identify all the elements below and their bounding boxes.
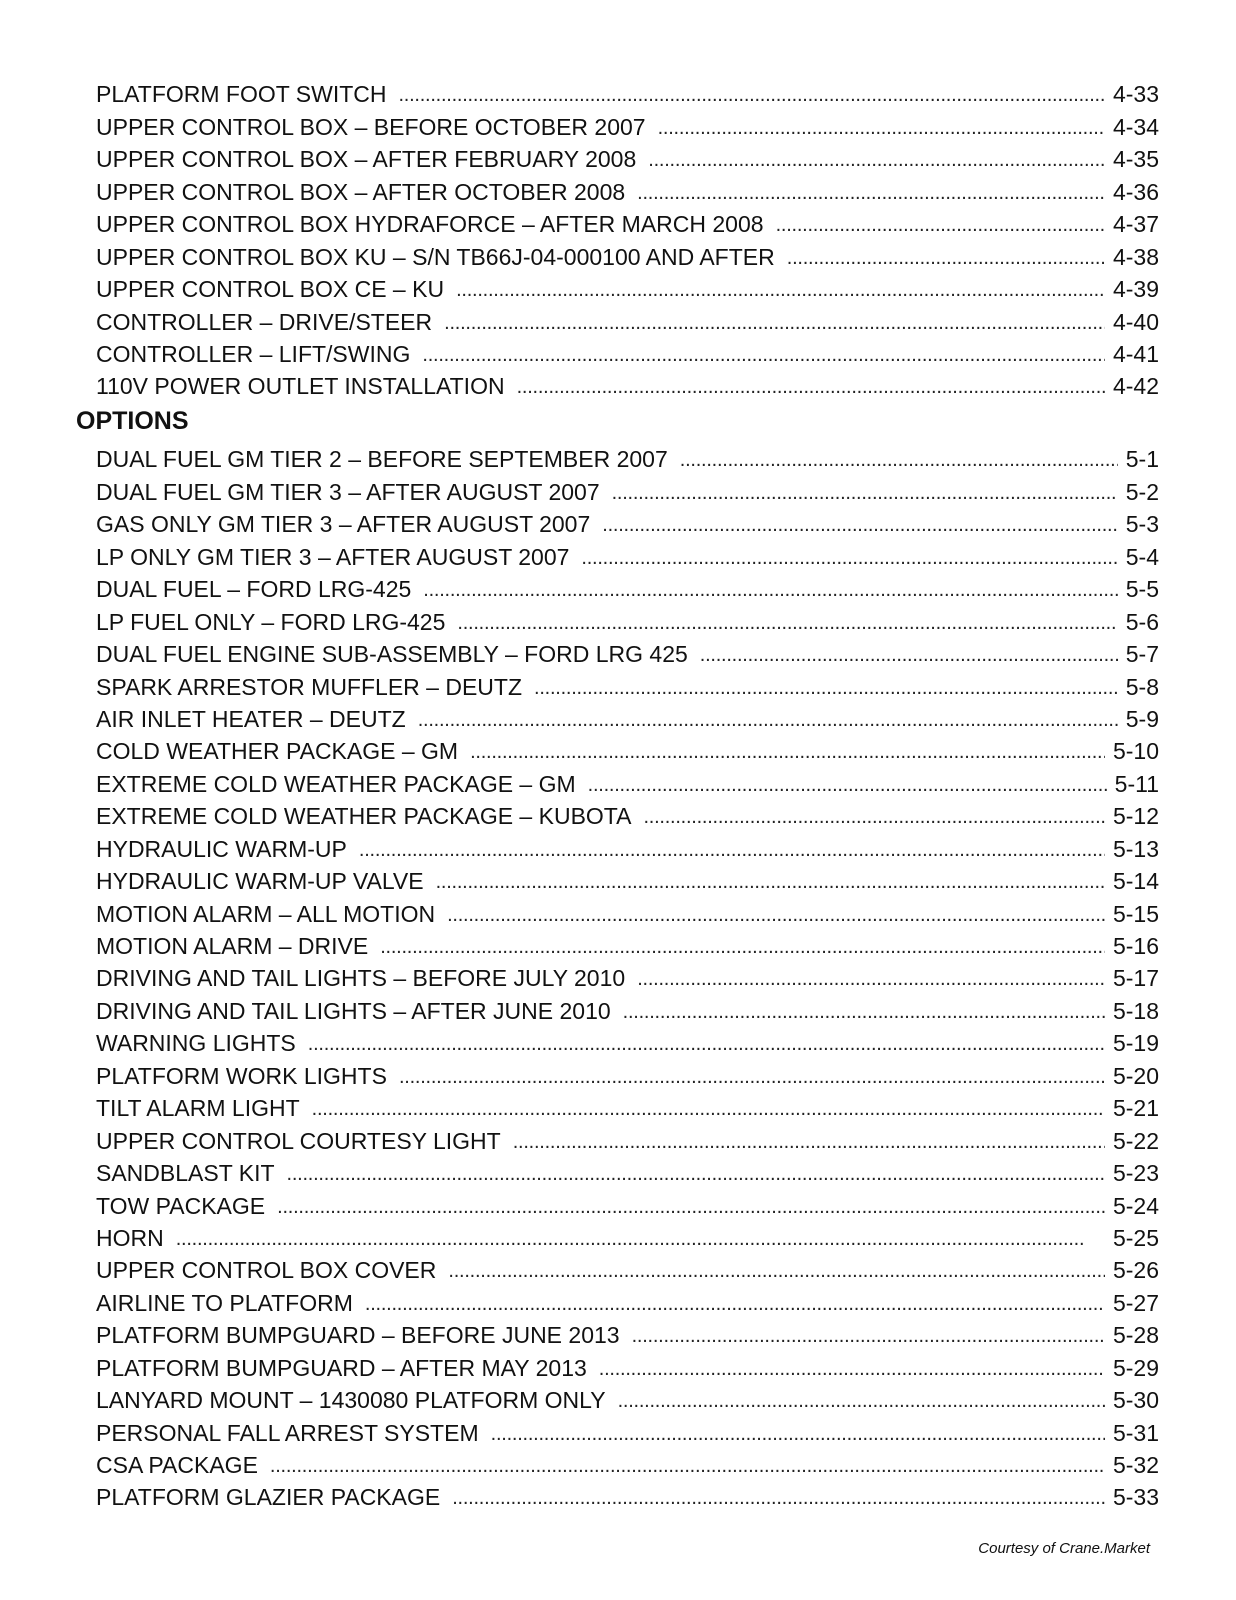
toc-entry[interactable] bbox=[96, 765, 1159, 797]
toc-entry-page-number: 5-2 bbox=[1125, 478, 1159, 505]
toc-entry-title: UPPER CONTROL BOX – AFTER FEBRUARY 2008 bbox=[96, 146, 637, 173]
toc-entry[interactable] bbox=[96, 1090, 1159, 1122]
dot-leader bbox=[422, 342, 1105, 368]
toc-entry-title: PLATFORM BUMPGUARD – AFTER MAY 2013 bbox=[96, 1354, 587, 1381]
toc-entry-title: PLATFORM WORK LIGHTS bbox=[96, 1062, 387, 1089]
toc-entry[interactable] bbox=[96, 1317, 1159, 1349]
dot-leader bbox=[491, 1421, 1105, 1447]
toc-entry[interactable] bbox=[96, 238, 1159, 270]
toc-entry-page-number: 4-35 bbox=[1112, 146, 1159, 173]
toc-entry-title: SANDBLAST KIT bbox=[96, 1160, 275, 1187]
toc-entry-title: LP FUEL ONLY – FORD LRG-425 bbox=[96, 608, 446, 635]
toc-entry-page-number: 5-7 bbox=[1125, 641, 1159, 668]
dot-leader bbox=[287, 1161, 1105, 1187]
toc-entry-title: DUAL FUEL GM TIER 2 – BEFORE SEPTEMBER 2007 bbox=[96, 446, 668, 473]
dot-leader bbox=[517, 374, 1105, 400]
dot-leader bbox=[176, 1226, 1105, 1252]
toc-entry-title: LP ONLY GM TIER 3 – AFTER AUGUST 2007 bbox=[96, 543, 570, 570]
toc-entry[interactable] bbox=[96, 960, 1159, 992]
dot-leader bbox=[365, 1291, 1105, 1317]
toc-entry-page-number: 5-26 bbox=[1112, 1257, 1159, 1284]
toc-entry[interactable] bbox=[96, 1220, 1159, 1252]
toc-entry-title: UPPER CONTROL BOX – AFTER OCTOBER 2008 bbox=[96, 178, 626, 205]
toc-entry[interactable] bbox=[96, 368, 1159, 400]
toc-entry[interactable] bbox=[96, 1382, 1159, 1414]
dot-leader bbox=[270, 1453, 1105, 1479]
toc-entry[interactable] bbox=[96, 441, 1159, 473]
toc-entry[interactable] bbox=[96, 76, 1159, 108]
dot-leader bbox=[359, 837, 1105, 863]
dot-leader bbox=[623, 999, 1105, 1025]
toc-entry-page-number: 5-8 bbox=[1125, 673, 1159, 700]
toc-entry-title: CSA PACKAGE bbox=[96, 1452, 258, 1478]
dot-leader bbox=[436, 869, 1105, 895]
toc-entry-page-number: 5-10 bbox=[1112, 738, 1159, 765]
dot-leader bbox=[308, 1031, 1105, 1057]
toc-entry[interactable] bbox=[96, 108, 1159, 140]
toc-entry-title: HYDRAULIC WARM-UP bbox=[96, 835, 347, 862]
toc-entry[interactable] bbox=[96, 1414, 1159, 1446]
toc-entry[interactable] bbox=[96, 668, 1159, 700]
dot-leader bbox=[418, 707, 1118, 733]
toc-entry-title: HYDRAULIC WARM-UP VALVE bbox=[96, 868, 424, 895]
toc-entry-title: DUAL FUEL GM TIER 3 – AFTER AUGUST 2007 bbox=[96, 478, 600, 505]
toc-entry-title: EXTREME COLD WEATHER PACKAGE – GM bbox=[96, 770, 576, 797]
toc-entry[interactable] bbox=[96, 271, 1159, 303]
toc-entry-page-number: 5-16 bbox=[1112, 933, 1159, 959]
dot-leader bbox=[380, 934, 1105, 960]
dot-leader bbox=[637, 180, 1105, 206]
toc-entry-page-number: 5-18 bbox=[1112, 997, 1159, 1024]
options-heading: OPTIONS bbox=[76, 407, 189, 435]
dot-leader bbox=[637, 966, 1105, 992]
dot-leader bbox=[632, 1323, 1105, 1349]
toc-entry[interactable] bbox=[96, 1122, 1159, 1154]
toc-entry-title: PERSONAL FALL ARREST SYSTEM bbox=[96, 1419, 479, 1446]
toc-entry-title: UPPER CONTROL BOX – BEFORE OCTOBER 2007 bbox=[96, 113, 646, 140]
toc-entry[interactable] bbox=[96, 1447, 1159, 1479]
dot-leader bbox=[456, 277, 1105, 303]
toc-entry-title: GAS ONLY GM TIER 3 – AFTER AUGUST 2007 bbox=[96, 511, 591, 538]
toc-entry-page-number: 5-24 bbox=[1112, 1192, 1159, 1219]
toc-entry[interactable] bbox=[96, 798, 1159, 830]
dot-leader bbox=[602, 512, 1117, 538]
toc-entry-page-number: 5-20 bbox=[1112, 1062, 1159, 1089]
toc-entry-title: UPPER CONTROL BOX COVER bbox=[96, 1257, 437, 1284]
toc-entry-title: WARNING LIGHTS bbox=[96, 1030, 296, 1057]
dot-leader bbox=[648, 147, 1105, 173]
toc-entry-title: TILT ALARM LIGHT bbox=[96, 1095, 300, 1122]
toc-entry-title: PLATFORM FOOT SWITCH bbox=[96, 81, 387, 108]
toc-entry-page-number: 4-42 bbox=[1112, 373, 1159, 400]
dot-leader bbox=[277, 1194, 1105, 1220]
toc-entry-page-number: 5-33 bbox=[1112, 1484, 1159, 1511]
toc-entry-title: AIRLINE TO PLATFORM bbox=[96, 1289, 353, 1316]
toc-entry-page-number: 5-1 bbox=[1125, 446, 1159, 473]
toc-entry-title: PLATFORM BUMPGUARD – BEFORE JUNE 2013 bbox=[96, 1322, 620, 1349]
toc-entry-page-number: 5-15 bbox=[1112, 900, 1159, 927]
toc-entry-title: MOTION ALARM – ALL MOTION bbox=[96, 900, 436, 927]
toc-entry-page-number: 5-5 bbox=[1125, 576, 1159, 603]
toc-entry-title: DRIVING AND TAIL LIGHTS – BEFORE JULY 2010 bbox=[96, 965, 626, 992]
toc-entry-title: HORN bbox=[96, 1224, 164, 1251]
dot-leader bbox=[312, 1096, 1105, 1122]
toc-entry-page-number: 5-27 bbox=[1112, 1289, 1159, 1316]
toc-entry[interactable] bbox=[96, 1187, 1159, 1219]
toc-entry[interactable] bbox=[96, 538, 1159, 570]
toc-entry-title: UPPER CONTROL BOX KU – S/N TB66J-04-000100 AND AFTER bbox=[96, 243, 775, 270]
toc-entry-page-number: 5-21 bbox=[1112, 1095, 1159, 1122]
toc-entry-page-number: 5-6 bbox=[1125, 608, 1159, 635]
toc-entry-page-number: 5-28 bbox=[1112, 1322, 1159, 1349]
dot-leader bbox=[470, 739, 1105, 765]
toc-entry-title: CONTROLLER – LIFT/SWING bbox=[96, 340, 411, 367]
toc-entry[interactable] bbox=[96, 571, 1159, 603]
toc-entry[interactable] bbox=[96, 863, 1159, 895]
toc-entry[interactable] bbox=[96, 1057, 1159, 1089]
toc-entry-page-number: 4-40 bbox=[1112, 308, 1159, 335]
dot-leader bbox=[581, 545, 1117, 571]
toc-entry-page-number: 5-25 bbox=[1112, 1224, 1159, 1251]
dot-leader bbox=[513, 1129, 1105, 1155]
toc-entry[interactable] bbox=[96, 895, 1159, 927]
toc-entry-page-number: 5-13 bbox=[1112, 835, 1159, 862]
toc-entry-page-number: 4-38 bbox=[1112, 243, 1159, 270]
toc-entry[interactable] bbox=[96, 206, 1159, 238]
toc-entry[interactable] bbox=[96, 336, 1159, 368]
footer-credit: Courtesy of Crane.Market bbox=[978, 1540, 1150, 1557]
toc-entry-page-number: 4-37 bbox=[1112, 211, 1159, 238]
toc-entry[interactable] bbox=[96, 473, 1159, 505]
toc-entry[interactable] bbox=[96, 603, 1159, 635]
toc-entry-page-number: 5-23 bbox=[1112, 1160, 1159, 1187]
toc-entry-page-number: 4-34 bbox=[1112, 113, 1159, 140]
toc-entry-page-number: 5-17 bbox=[1112, 965, 1159, 992]
toc-entry[interactable] bbox=[96, 173, 1159, 205]
toc-entry-page-number: 5-19 bbox=[1112, 1030, 1159, 1057]
toc-entry-title: COLD WEATHER PACKAGE – GM bbox=[96, 738, 459, 765]
dot-leader bbox=[399, 1064, 1105, 1090]
toc-entry-page-number: 5-31 bbox=[1112, 1419, 1159, 1446]
toc-entry-title: AIR INLET HEATER – DEUTZ bbox=[96, 705, 406, 732]
dot-leader bbox=[423, 577, 1117, 603]
toc-entry[interactable] bbox=[96, 992, 1159, 1024]
toc-entry-title: DRIVING AND TAIL LIGHTS – AFTER JUNE 2010 bbox=[96, 997, 611, 1024]
toc-entry-page-number: 5-30 bbox=[1112, 1387, 1159, 1414]
toc-entry[interactable] bbox=[96, 1025, 1159, 1057]
dot-leader bbox=[658, 115, 1105, 141]
toc-entry-page-number: 5-32 bbox=[1112, 1452, 1159, 1478]
dot-leader bbox=[534, 675, 1118, 701]
dot-leader bbox=[448, 1258, 1105, 1284]
toc-entry[interactable] bbox=[96, 1252, 1159, 1284]
toc-entry[interactable] bbox=[96, 928, 1159, 960]
toc-entry-page-number: 4-33 bbox=[1112, 81, 1159, 108]
toc-entry[interactable] bbox=[96, 1155, 1159, 1187]
dot-leader bbox=[776, 212, 1105, 238]
toc-entry[interactable] bbox=[96, 733, 1159, 765]
dot-leader bbox=[680, 447, 1118, 473]
toc-entry-page-number: 5-11 bbox=[1114, 770, 1159, 797]
toc-entry-title: LANYARD MOUNT – 1430080 PLATFORM ONLY bbox=[96, 1387, 606, 1414]
toc-entry-title: PLATFORM GLAZIER PACKAGE bbox=[96, 1484, 441, 1511]
dot-leader bbox=[444, 310, 1105, 336]
toc-entry-page-number: 4-39 bbox=[1112, 276, 1159, 303]
dot-leader bbox=[398, 82, 1104, 108]
toc-entry-page-number: 4-41 bbox=[1112, 340, 1159, 367]
dot-leader bbox=[700, 642, 1118, 668]
toc-entry-title: UPPER CONTROL BOX CE – KU bbox=[96, 276, 445, 303]
dot-leader bbox=[787, 245, 1105, 271]
dot-leader bbox=[588, 772, 1107, 798]
toc-list-options bbox=[96, 441, 1159, 1511]
toc-entry[interactable] bbox=[96, 506, 1159, 538]
toc-entry-title: DUAL FUEL – FORD LRG-425 bbox=[96, 576, 412, 603]
toc-entry-page-number: 4-36 bbox=[1112, 178, 1159, 205]
dot-leader bbox=[618, 1388, 1105, 1414]
toc-entry-page-number: 5-4 bbox=[1125, 543, 1159, 570]
dot-leader bbox=[452, 1485, 1105, 1511]
toc-entry-page-number: 5-9 bbox=[1125, 705, 1159, 732]
toc-entry-page-number: 5-29 bbox=[1112, 1354, 1159, 1381]
dot-leader bbox=[599, 1356, 1105, 1382]
toc-entry[interactable] bbox=[96, 303, 1159, 335]
toc-entry-page-number: 5-12 bbox=[1112, 803, 1159, 830]
toc-entry-page-number: 5-3 bbox=[1125, 511, 1159, 538]
toc-entry-title: EXTREME COLD WEATHER PACKAGE – KUBOTA bbox=[96, 803, 632, 830]
toc-entry-title: UPPER CONTROL BOX HYDRAFORCE – AFTER MARCH 2008 bbox=[96, 211, 764, 238]
toc-entry[interactable] bbox=[96, 701, 1159, 733]
dot-leader bbox=[643, 804, 1104, 830]
toc-entry-title: SPARK ARRESTOR MUFFLER – DEUTZ bbox=[96, 673, 522, 700]
toc-entry[interactable] bbox=[96, 141, 1159, 173]
toc-entry-title: MOTION ALARM – DRIVE bbox=[96, 933, 369, 959]
toc-entry[interactable] bbox=[96, 636, 1159, 668]
toc-entry[interactable] bbox=[96, 830, 1159, 862]
toc-entry-title: DUAL FUEL ENGINE SUB-ASSEMBLY – FORD LRG 425 bbox=[96, 641, 688, 668]
toc-list-continued bbox=[96, 76, 1159, 400]
toc-entry-title: CONTROLLER – DRIVE/STEER bbox=[96, 308, 433, 335]
dot-leader bbox=[457, 610, 1117, 636]
dot-leader bbox=[612, 480, 1118, 506]
toc-entry-page-number: 5-22 bbox=[1112, 1127, 1159, 1154]
toc-entry-title: TOW PACKAGE bbox=[96, 1192, 266, 1219]
toc-entry-title: UPPER CONTROL COURTESY LIGHT bbox=[96, 1127, 501, 1154]
toc-entry-page-number: 5-14 bbox=[1112, 868, 1159, 895]
toc-entry[interactable] bbox=[96, 1349, 1159, 1381]
toc-entry-title: 110V POWER OUTLET INSTALLATION bbox=[96, 373, 505, 400]
toc-entry[interactable] bbox=[96, 1284, 1159, 1316]
toc-entry[interactable] bbox=[96, 1479, 1159, 1511]
dot-leader bbox=[447, 902, 1105, 928]
